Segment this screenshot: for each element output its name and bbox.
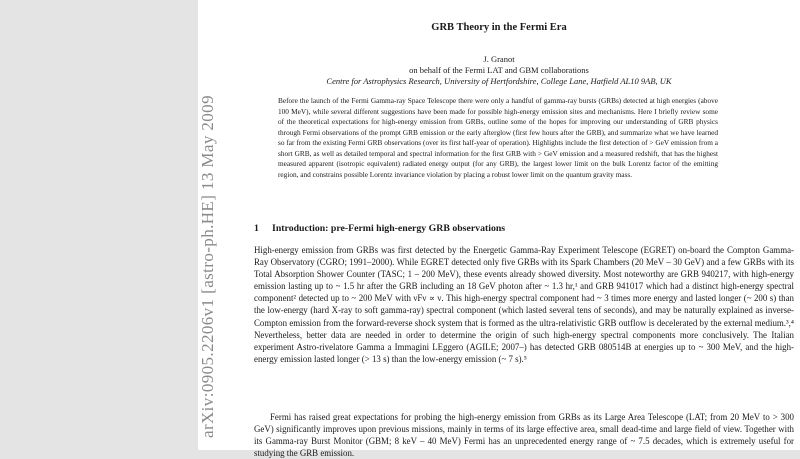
author-name: J. Granot [483,54,515,64]
section-heading [254,223,505,234]
body-paragraph-1: High-energy emission from GRBs was first detected by the Energetic Gamma-Ray Experiment Telescope (EGRET) on-board the Compton Gamma-Ray Observatory (CGRO; 1991–2000). While EGRET detected only five GRBs with its Spark Chambers (20 MeV – 30 GeV) and a few GRBs with its Total Absorption Shower Counter (TASC; 1 – 200 MeV), these events already showed diversity. Most noteworthy are GRB 940217, with high-energy emission lasting up to ~ 1.5 hr after the GRB including an 18 GeV photon after ~ 1.3 hr,¹ and GRB 941017 which had a distinct high-energy spectral component² detected up to ~ 200 MeV with νFν ∝ ν. This high-energy spectral component had ~ 3 times more energy and lasted longer (~ 200 s) than the low-energy (hard X-ray to soft gamma-ray) spectral component (which lasted several tens of seconds), and may be naturally explained as inverse-Compton emission from the forward-reverse shock system that is formed as the ultra-relativistic GRB outflow is decelerated by the external medium.³,⁴ Nevertheless, better data are needed in order to determine the origin of such high-energy spectral components more conclusively. The Italian experiment Astro-rivelatore Gamma a Immagini LEggero (AGILE; 2007–) has detected GRB 080514B at energies up to ~ 300 MeV, and the high-energy emission lasted longer (> 13 s) than the low-energy emission (~ 7 s).⁵ [254,245,794,364]
section-number: 1 [254,223,259,234]
section-title: Introduction: pre-Fermi high-energy GRB observations [272,223,506,234]
arxiv-identifier: arXiv:0905.2206v1 [astro-ph.HE] 13 May 2009 [198,95,217,438]
collaboration-line: on behalf of the Fermi LAT and GBM collaborations [409,65,589,75]
abstract: Before the launch of the Fermi Gamma-ray Space Telescope there were only a handful of gamma-ray bursts (GRBs) detected at high energies (above 100 MeV), while several different suggestions have been made for possible high-energy emission sites and mechanisms. Here I briefly review some of the theoretical expectations for high-energy emission from GRBs, outline some of the hopes for improving our understanding of GRB physics through Fermi observations of the prompt GRB emission or the early afterglow (first few hours after the GRB), and summarize what we have learned so far from the existing Fermi GRB observations (over its first half-year of operation). Highlights include the first detection of > GeV emission from a short GRB, as well as detailed temporal and spectral information for the first GRB with > GeV emission and a measured redshift, that has the highest measured apparent (isotropic equivalent) radiated energy output (for any GRB), the largest lower limit on the bulk Lorentz factor of the emitting region, and constrains possible Lorentz invariance violation by placing a robust lower limit on the quantum gravity mass. [278,96,718,179]
body-paragraph-2: Fermi has raised great expectations for probing the high-energy emission from GRBs as its Large Area Telescope (LAT; from 20 MeV to > 300 GeV) significantly improves upon previous missions, mainly in terms of its large effective area, small dead-time and large field of view. Together with its Gamma-ray Burst Monitor (GBM; 8 keV – 40 MeV) Fermi has an unprecedented energy range of ~ 7.5 decades, which is extremely useful for studying the GRB emission. [254,412,794,459]
paper-title: GRB Theory in the Fermi Era [431,22,567,33]
affiliation: Centre for Astrophysics Research, University of Hertfordshire, College Lane, Hatfield AL10 9AB, UK [326,76,672,86]
